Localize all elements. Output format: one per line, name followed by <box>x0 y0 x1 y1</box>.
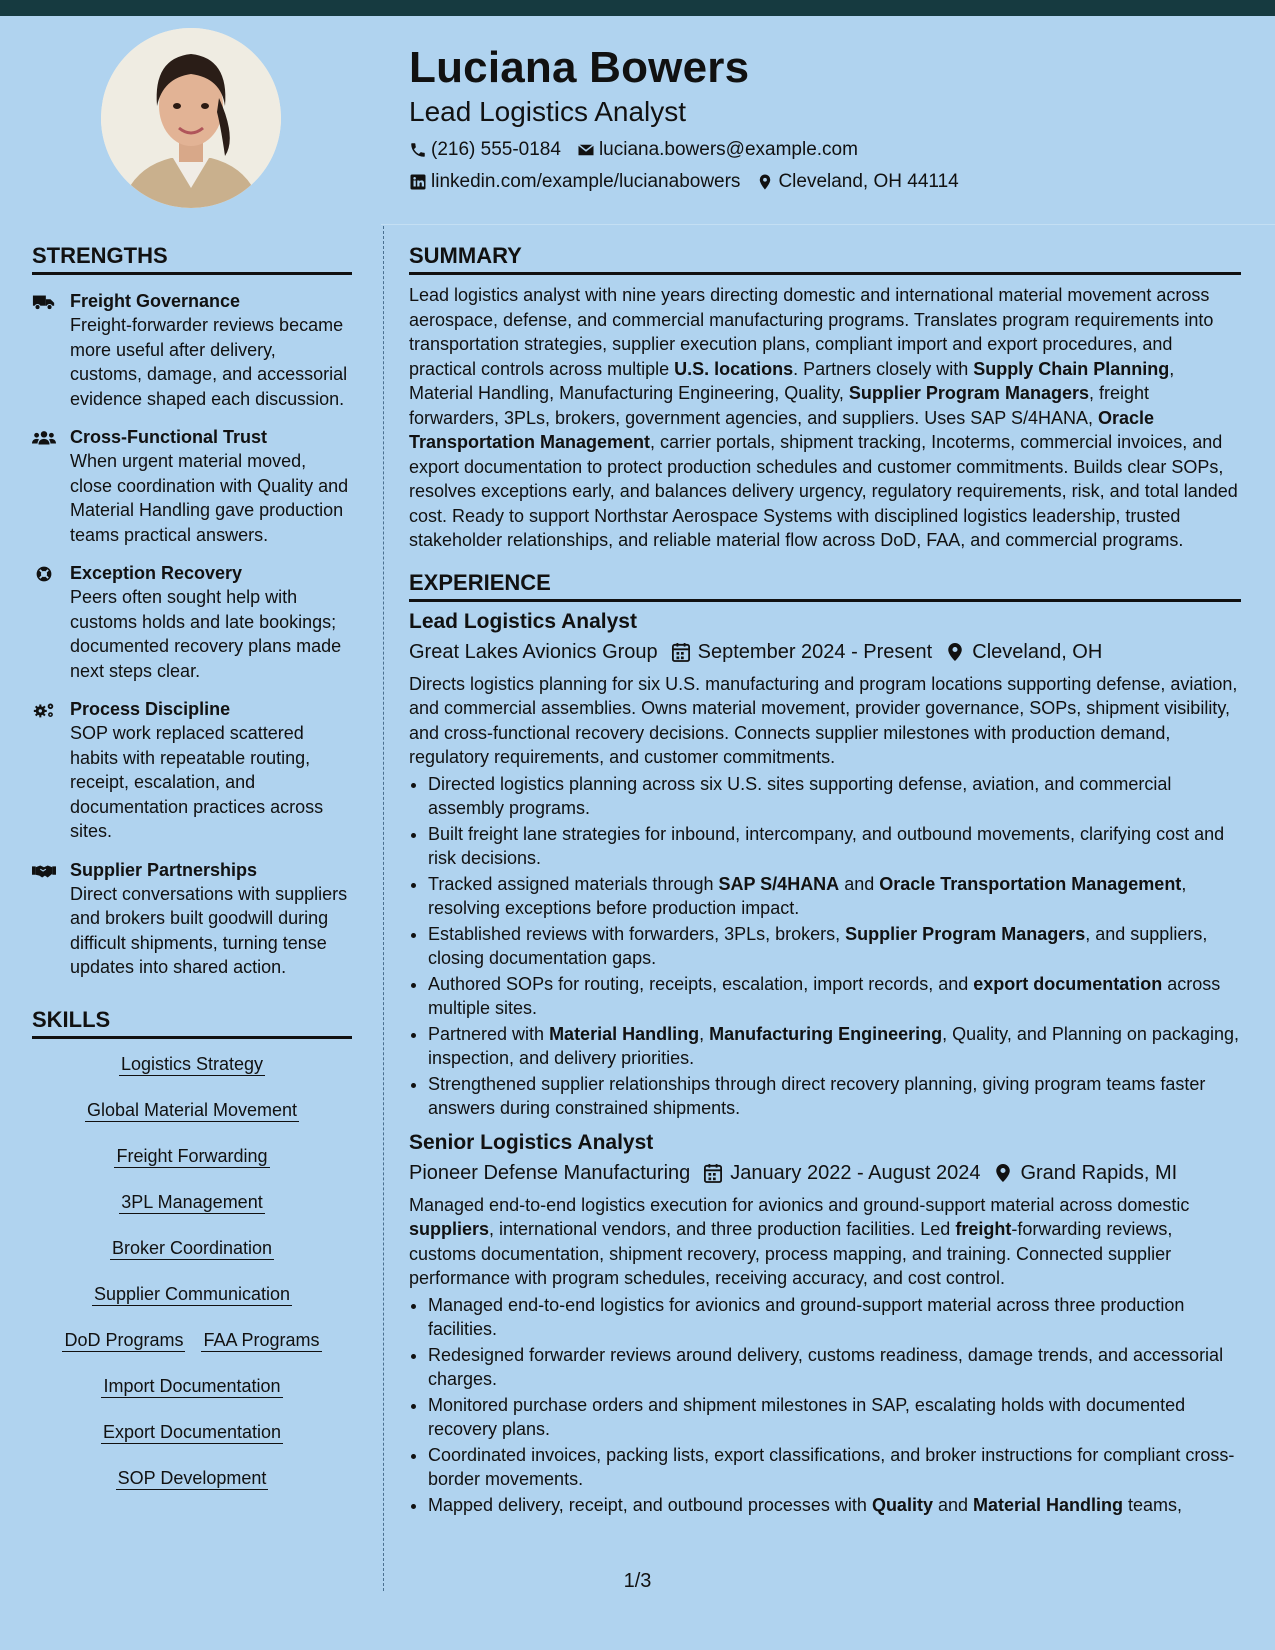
bullet-item <box>428 822 1241 871</box>
skill-tag: Import Documentation <box>103 1375 281 1396</box>
candidate-role: Lead Logistics Analyst <box>409 96 687 127</box>
bold-text: Supply Chain Planning <box>973 358 1170 379</box>
phone-text: (216) 555-0184 <box>431 139 561 160</box>
text-segment: , resolving exceptions before production impact. <box>428 873 1187 918</box>
bullet-item <box>428 1493 1241 1518</box>
users-icon <box>32 425 70 547</box>
text-segment: Lead logistics analyst with nine years directing domestic and international material movement across aerospace, defense, and commercial manufacturing programs. Translates program requirements into transportation strategies, supplier execution plans, compliant import and export procedures, and practical controls across multiple <box>409 285 1214 379</box>
skill-tag: Supplier Communication <box>93 1283 291 1304</box>
strength-title: Freight Governance <box>70 291 241 311</box>
skill-row <box>32 1421 352 1446</box>
text-segment: -forwarding reviews, customs documentation, shipment recovery, process mapping, and training. Connected supplier performance with program schedules, receiving accuracy, and cost control. <box>409 1219 1173 1288</box>
strength-description: Freight-forwarder reviews became more useful after delivery, customs, damage, and accessorial evidence shaped each discussion. <box>70 315 348 409</box>
text-segment: and <box>932 1494 973 1515</box>
bullet-item <box>428 972 1241 1021</box>
skill-tag: Global Material Movement <box>86 1099 298 1120</box>
text-segment: Authored SOPs for routing, receipts, escalation, import records, and <box>428 973 974 994</box>
job-location <box>946 638 1102 666</box>
skill-tag: 3PL Management <box>121 1191 263 1212</box>
bold-text: Material Handling <box>973 1494 1124 1515</box>
job-dates-text: September 2024 - Present <box>697 640 933 663</box>
handshake-icon <box>32 858 70 980</box>
text-segment: Directs logistics planning for six U.S. manufacturing and program locations supporting defense, aviation, and commercial assemblies. Owns material movement, provider governance, SOPs, shipment visibility, and cross-functional recovery decisions. Connects supplier milestones with production demand, regulatory requirements, and customer commitments. <box>409 673 1238 767</box>
text-segment: Strengthened supplier relationships through direct recovery planning, giving program teams faster answers during constrained shipments. <box>428 1073 1206 1118</box>
skill-tag: Freight Forwarding <box>116 1145 268 1166</box>
job-dates <box>704 1159 980 1187</box>
bold-text: Supplier Program Managers <box>845 923 1086 944</box>
skill-row <box>32 1145 352 1170</box>
right-column <box>409 242 1241 1518</box>
text-segment: Established reviews with forwarders, 3PLs, brokers, <box>428 923 846 944</box>
bold-text: export documentation <box>973 973 1163 994</box>
strength-description: Peers often sought help with customs holds and late bookings; documented recovery plans made next steps clear. <box>70 587 342 681</box>
bullet-item <box>428 1072 1241 1121</box>
strength-title: Process Discipline <box>70 699 231 719</box>
strengths-list <box>32 289 352 980</box>
bullet-item <box>428 922 1241 971</box>
strength-item <box>32 561 352 683</box>
map-pin-icon <box>946 642 972 662</box>
top-bar <box>0 0 1275 16</box>
skill-row <box>32 1237 352 1262</box>
strength-description: When urgent material moved, close coordination with Quality and Material Handling gave production teams practical answers. <box>70 451 349 545</box>
skills-list <box>32 1053 352 1492</box>
bold-text: Manufacturing Engineering <box>709 1023 943 1044</box>
skill-tag: SOP Development <box>117 1467 267 1488</box>
text-segment: Managed end-to-end logistics execution for avionics and ground-support material across domestic <box>409 1194 1190 1215</box>
text-segment: . Partners closely with <box>793 358 974 379</box>
job-dates <box>672 638 933 666</box>
job-meta <box>409 1159 1241 1187</box>
email-text: luciana.bowers@example.com <box>598 139 858 160</box>
header <box>409 40 1229 194</box>
bullet-item <box>428 1443 1241 1492</box>
text-segment: , Quality, and Planning on packaging, inspection, and delivery priorities. <box>428 1023 1239 1068</box>
text-segment: across multiple sites. <box>428 973 1221 1018</box>
calendar-icon <box>704 1163 730 1183</box>
bold-text: Oracle Transportation Management <box>879 873 1182 894</box>
strength-body <box>70 425 352 547</box>
left-column <box>32 242 352 1513</box>
text-segment: , freight forwarders, 3PLs, brokers, government agencies, and suppliers. Uses SAP S/4HANA, <box>409 383 1150 428</box>
phone-item[interactable] <box>409 138 561 162</box>
job-bullets <box>409 1293 1241 1518</box>
skill-tag: DoD Programs <box>64 1329 184 1350</box>
skill-tag: Logistics Strategy <box>120 1053 264 1074</box>
strength-description: Direct conversations with suppliers and brokers built goodwill during difficult shipments, turning tense updates into shared action. <box>70 883 348 977</box>
strength-title: Supplier Partnerships <box>70 859 258 880</box>
experience-heading: EXPERIENCE <box>409 569 1241 602</box>
bullet-item <box>428 1022 1241 1071</box>
strength-body <box>70 697 352 844</box>
job-location-text: Cleveland, OH <box>972 640 1103 663</box>
text-segment: Managed end-to-end logistics for avionics and ground-support material across three production facilities. <box>428 1294 1185 1339</box>
bold-text: SAP S/4HANA <box>718 873 840 894</box>
job-description <box>409 1193 1241 1291</box>
skill-row <box>32 1467 352 1492</box>
job-location <box>994 1159 1177 1187</box>
strength-description: SOP work replaced scattered habits with repeatable routing, receipt, escalation, and documentation practices across sites. <box>70 723 324 841</box>
bold-text: suppliers <box>409 1219 490 1239</box>
bullet-item <box>428 1293 1241 1342</box>
gears-icon <box>32 697 70 844</box>
text-segment: Redesigned forwarder reviews around delivery, customs readiness, damage trends, and accessorial charges. <box>428 1344 1224 1389</box>
bold-text: Quality <box>871 1494 933 1515</box>
profile-photo <box>101 28 281 208</box>
lifebuoy-icon <box>32 561 70 683</box>
text-segment: , <box>699 1023 710 1044</box>
bullet-item <box>428 1343 1241 1392</box>
strength-item <box>32 858 352 980</box>
phone-icon <box>409 141 427 159</box>
calendar-icon <box>672 642 698 662</box>
text-segment: Coordinated invoices, packing lists, export classifications, and broker instructions for compliant cross-border movements. <box>428 1444 1235 1489</box>
strength-body <box>70 289 352 411</box>
text-segment: Mapped delivery, receipt, and outbound processes with <box>428 1494 872 1515</box>
column-divider <box>383 226 384 1591</box>
job-bullets <box>409 772 1241 1121</box>
bold-text: Material Handling <box>549 1023 700 1044</box>
bold-text: Oracle Transportation Management <box>409 407 1155 452</box>
text-segment: Partnered with <box>428 1023 550 1044</box>
bold-text: freight <box>955 1219 1012 1239</box>
strength-body <box>70 561 352 683</box>
job-title: Lead Logistics Analyst <box>409 609 637 633</box>
skill-row <box>32 1283 352 1308</box>
skill-row <box>32 1053 352 1078</box>
job-description <box>409 672 1241 770</box>
skill-tag: Export Documentation <box>102 1421 282 1442</box>
strength-item <box>32 425 352 547</box>
experience-list <box>409 608 1241 1518</box>
skill-row <box>32 1329 352 1354</box>
header-separator <box>381 224 1275 225</box>
skill-tag: Broker Coordination <box>111 1237 273 1258</box>
linkedin-text: linkedin.com/example/lucianabowers <box>431 171 741 192</box>
location-item <box>756 170 958 194</box>
contact-row-2 <box>409 170 1229 194</box>
summary-text <box>409 283 1241 553</box>
text-segment: and <box>839 873 880 894</box>
skill-row <box>32 1099 352 1124</box>
skill-row <box>32 1191 352 1216</box>
strength-title: Exception Recovery <box>70 563 243 583</box>
job-title: Senior Logistics Analyst <box>409 1130 654 1154</box>
bullet-item <box>428 1393 1241 1442</box>
text-segment: , and suppliers, closing documentation gaps. <box>428 923 1208 968</box>
email-item[interactable] <box>577 138 858 162</box>
bold-text: U.S. locations <box>674 358 794 379</box>
strength-body <box>70 858 352 980</box>
strengths-heading: STRENGTHS <box>32 242 352 275</box>
skills-heading: SKILLS <box>32 1006 352 1039</box>
map-pin-icon <box>756 173 774 191</box>
strength-item <box>32 697 352 844</box>
bold-text: Supplier Program Managers <box>848 383 1089 403</box>
bullet-item <box>428 772 1241 821</box>
contact-row-1 <box>409 138 1229 162</box>
page-number: 1/3 <box>623 1570 652 1592</box>
strength-item <box>32 289 352 411</box>
envelope-icon <box>577 141 595 159</box>
job-location-text: Grand Rapids, MI <box>1020 1161 1178 1184</box>
map-pin-icon <box>994 1163 1020 1183</box>
text-segment: Monitored purchase orders and shipment milestones in SAP, escalating holds with documented recovery plans. <box>428 1394 1186 1439</box>
job-entry <box>409 608 1241 1121</box>
text-segment: , carrier portals, shipment tracking, Incoterms, commercial invoices, and export documentation to protect production schedules and customer commitments. Builds clear SOPs, resolves exceptions early, and balances delivery urgency, regulatory requirements, risk, and total landed cost. Ready to support Northstar Aerospace Systems with disciplined logistics leadership, trusted stakeholder relationships, and reliable material flow across DoD, FAA, and commercial programs. <box>409 432 1238 550</box>
bullet-item <box>428 872 1241 921</box>
linkedin-item[interactable] <box>409 170 740 194</box>
linkedin-icon <box>409 173 427 191</box>
job-dates-text: January 2022 - August 2024 <box>730 1161 981 1184</box>
summary-heading: SUMMARY <box>409 242 1241 275</box>
text-segment: , international vendors, and three production facilities. Led <box>489 1219 956 1239</box>
text-segment: , Material Handling, Manufacturing Engineering, Quality, <box>409 358 1175 403</box>
company-name: Pioneer Defense Manufacturing <box>409 1161 691 1184</box>
job-entry <box>409 1129 1241 1518</box>
location-text: Cleveland, OH 44114 <box>778 171 959 192</box>
strength-title: Cross-Functional Trust <box>70 427 268 447</box>
job-meta <box>409 638 1241 666</box>
text-segment: Built freight lane strategies for inbound, intercompany, and outbound movements, clarifying cost and risk decisions. <box>428 823 1225 868</box>
skill-row <box>32 1375 352 1400</box>
text-segment: Tracked assigned materials through <box>428 873 719 894</box>
candidate-name: Luciana Bowers <box>409 43 750 92</box>
text-segment: teams, <box>1123 1494 1183 1515</box>
truck-icon <box>32 289 70 411</box>
text-segment: Directed logistics planning across six U.S. sites supporting defense, aviation, and commercial assembly programs. <box>428 773 1172 818</box>
skill-tag: FAA Programs <box>203 1329 320 1350</box>
company-name: Great Lakes Avionics Group <box>409 640 658 663</box>
